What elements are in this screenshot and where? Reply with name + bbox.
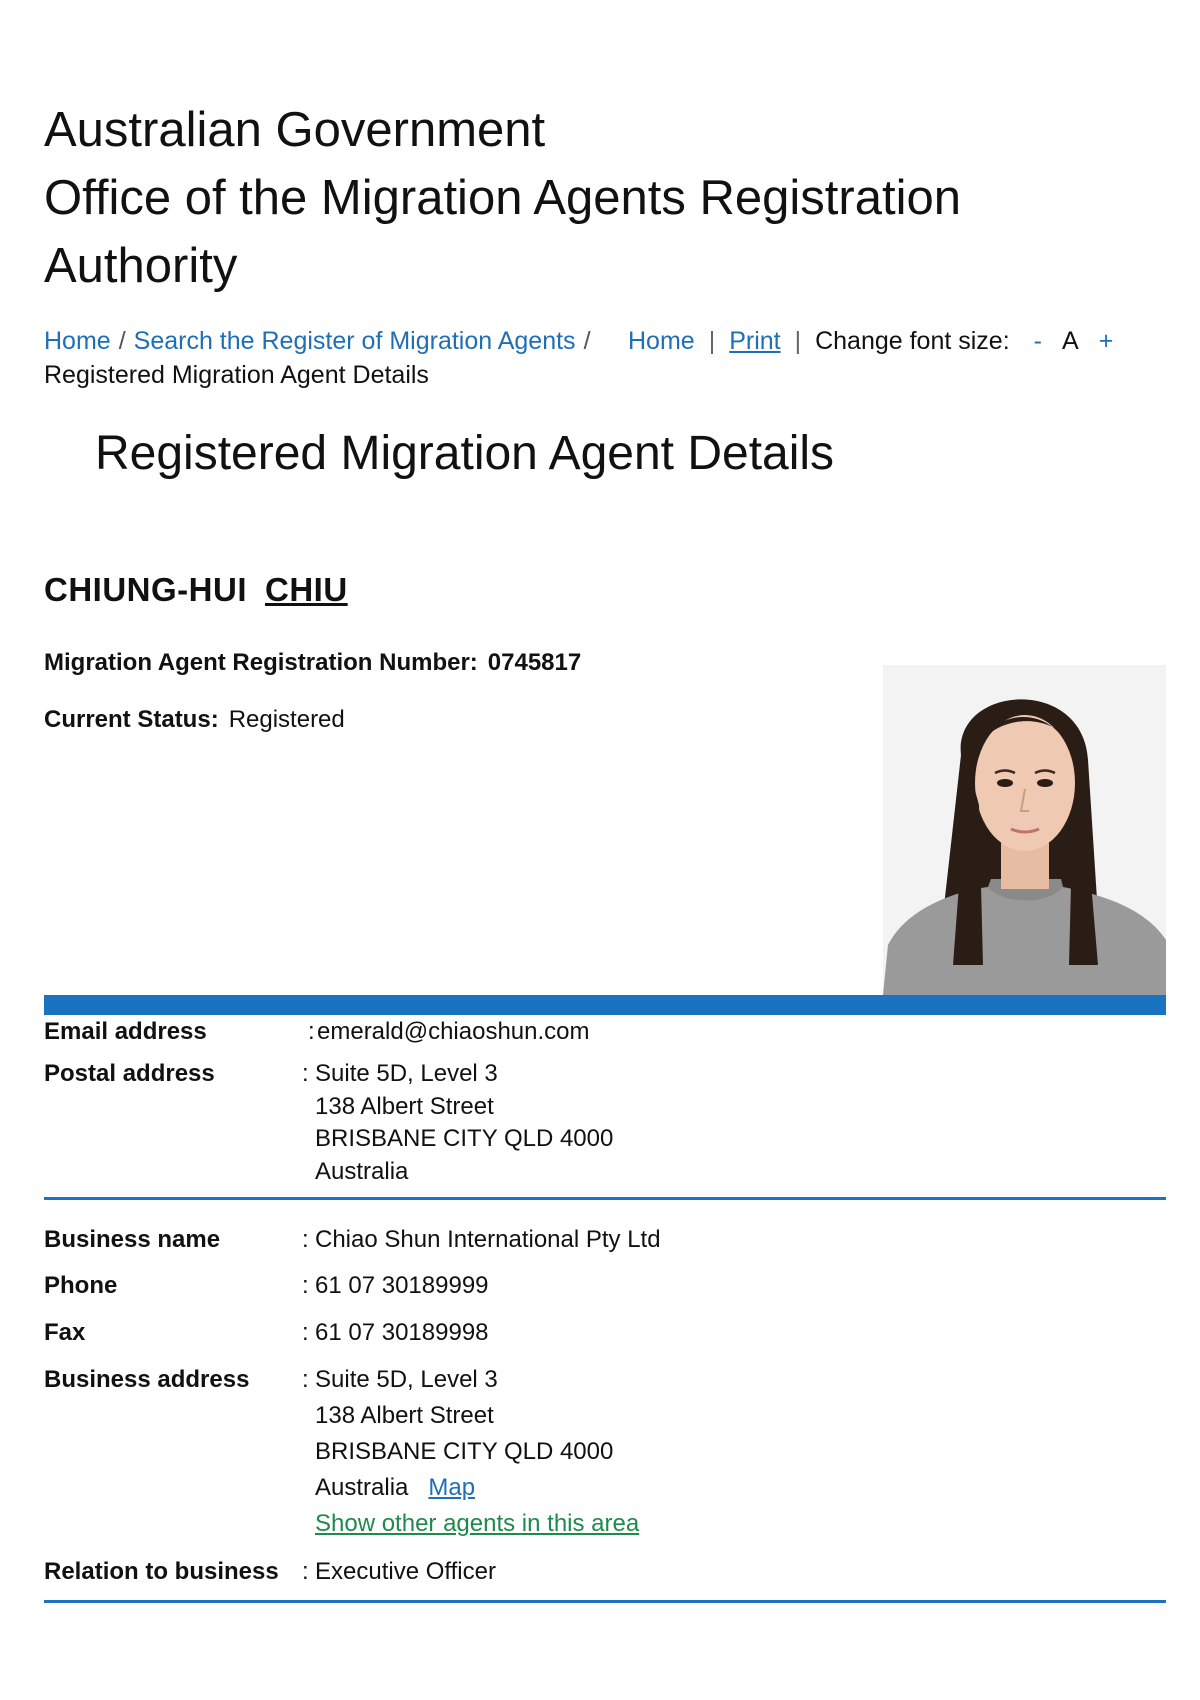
address-line: Australia — [315, 1157, 409, 1185]
email-label: Email address — [44, 1018, 207, 1045]
phone-value: 61 07 30189999 — [315, 1272, 489, 1299]
postal-address-value — [315, 1058, 613, 1188]
email-value: emerald@chiaoshun.com — [317, 1018, 590, 1045]
business-name-label: Business name — [44, 1226, 221, 1253]
utility-nav — [628, 324, 1123, 358]
org-title-line-3: Authority — [44, 239, 238, 293]
nav-divider: | — [794, 327, 802, 355]
colon: : — [302, 1060, 309, 1087]
breadcrumb-search-register-link[interactable]: Search the Register of Migration Agents — [133, 327, 576, 355]
colon: : — [302, 1366, 309, 1393]
relation-row — [44, 1556, 1166, 1588]
agent-name — [44, 568, 348, 612]
current-status-label: Current Status: — [44, 706, 219, 733]
agent-family-name: CHIU — [264, 571, 348, 608]
relation-value: Executive Officer — [315, 1558, 496, 1585]
registration-number-row — [44, 647, 581, 679]
breadcrumb-current: Registered Migration Agent Details — [44, 361, 429, 389]
fax-label: Fax — [44, 1319, 86, 1346]
fax-row — [44, 1317, 1166, 1349]
colon: : — [302, 1558, 309, 1585]
relation-label: Relation to business — [44, 1558, 279, 1585]
address-line: BRISBANE CITY QLD 4000 — [315, 1438, 614, 1465]
address-line: Suite 5D, Level 3 — [315, 1366, 498, 1393]
org-title-line-1: Australian Government — [44, 103, 546, 157]
business-address-value — [315, 1364, 639, 1544]
colon: : — [302, 1272, 309, 1299]
business-address-row — [44, 1364, 1166, 1544]
colon: : — [302, 1319, 309, 1346]
section-divider — [44, 1197, 1166, 1200]
breadcrumb-separator: / — [118, 327, 126, 355]
address-line: 138 Albert Street — [315, 1092, 494, 1120]
breadcrumb-home-link[interactable]: Home — [44, 327, 111, 355]
registration-number-value: 0745817 — [487, 649, 582, 676]
business-name-row — [44, 1224, 1166, 1256]
font-size-label: Change font size: — [815, 327, 1010, 355]
print-link[interactable]: Print — [729, 327, 781, 355]
organisation-title — [44, 96, 1044, 300]
current-status-row — [44, 704, 345, 736]
email-row — [44, 1016, 1166, 1048]
agent-given-name: CHIUNG-HUI — [44, 571, 247, 608]
reset-font-size-button[interactable]: A — [1062, 327, 1079, 355]
breadcrumb-separator: / — [583, 327, 591, 355]
nav-divider: | — [708, 327, 716, 355]
org-title-line-2: Office of the Migration Agents Registration — [44, 171, 961, 225]
fax-value: 61 07 30189998 — [315, 1319, 489, 1346]
increase-font-size-button[interactable]: + — [1098, 327, 1114, 355]
decrease-font-size-button[interactable]: - — [1033, 327, 1042, 355]
section-bar — [44, 995, 1166, 1015]
registration-number-label: Migration Agent Registration Number: — [44, 649, 478, 676]
business-name-value: Chiao Shun International Pty Ltd — [315, 1226, 661, 1253]
show-other-agents-link[interactable]: Show other agents in this area — [315, 1510, 640, 1537]
breadcrumb — [44, 324, 614, 392]
phone-label: Phone — [44, 1272, 118, 1299]
address-line: 138 Albert Street — [315, 1402, 494, 1429]
section-divider — [44, 1600, 1166, 1603]
other-agents-line — [315, 1508, 639, 1544]
utility-home-link[interactable]: Home — [628, 327, 695, 355]
phone-row — [44, 1270, 1166, 1302]
address-line: BRISBANE CITY QLD 4000 — [315, 1125, 614, 1152]
postal-address-label: Postal address — [44, 1060, 215, 1087]
map-link[interactable]: Map — [428, 1474, 476, 1501]
address-line-country — [315, 1472, 639, 1508]
page-title: Registered Migration Agent Details — [95, 427, 835, 480]
current-status-value: Registered — [228, 706, 345, 733]
address-line: Suite 5D, Level 3 — [315, 1060, 498, 1087]
colon: : — [302, 1226, 309, 1253]
agent-photo — [883, 665, 1166, 995]
colon: : — [308, 1018, 315, 1045]
address-country: Australia — [315, 1474, 409, 1501]
business-address-label: Business address — [44, 1366, 250, 1393]
postal-address-row — [44, 1058, 1166, 1190]
